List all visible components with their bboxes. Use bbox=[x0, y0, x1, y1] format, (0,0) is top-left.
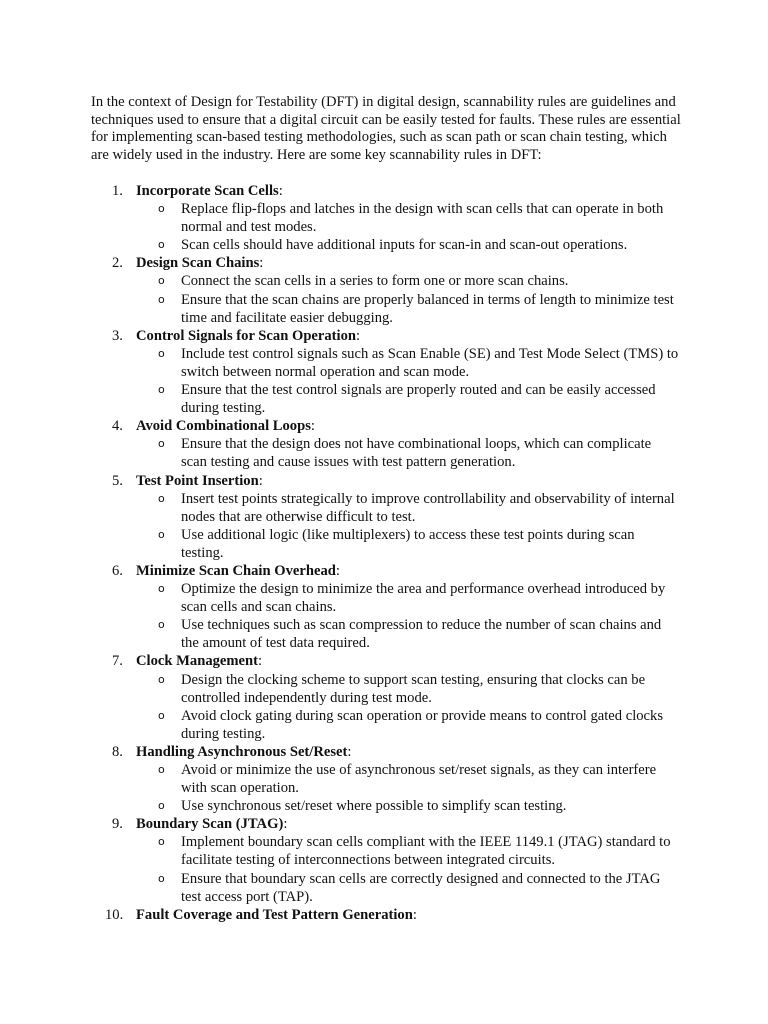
rule-item bbox=[0, 182, 768, 254]
rule-title: Clock Management bbox=[136, 653, 259, 670]
rule-title-line bbox=[136, 815, 287, 833]
hollow-bullet-icon: o bbox=[158, 527, 165, 541]
rule-title-colon: : bbox=[356, 327, 361, 344]
rule-title-colon: : bbox=[412, 906, 417, 923]
rule-number: 1. bbox=[112, 183, 123, 199]
rule-number: 6. bbox=[112, 562, 123, 579]
rule-sub-list bbox=[0, 671, 768, 743]
rule-title: Avoid Combinational Loops bbox=[136, 418, 311, 435]
hollow-bullet-icon: o bbox=[158, 292, 165, 306]
rule-sub-item bbox=[0, 761, 679, 797]
rule-sub-item bbox=[0, 236, 679, 254]
rule-heading bbox=[0, 562, 768, 580]
rule-number: 10. bbox=[105, 906, 124, 923]
hollow-bullet-icon: o bbox=[158, 835, 165, 849]
rule-sub-text: Implement boundary scan cells compliant with the IEEE 1149.1 (JTAG) standard to facilitate testing of interconnections between integrated circuits. bbox=[181, 834, 671, 869]
rule-sub-item bbox=[0, 345, 679, 381]
rule-sub-list bbox=[0, 272, 768, 326]
rule-sub-text: Use techniques such as scan compression to reduce the number of scan chains and the amount of test data required. bbox=[181, 617, 662, 652]
rule-heading bbox=[0, 327, 768, 345]
rule-title-colon: : bbox=[335, 562, 340, 579]
rule-sub-item bbox=[0, 580, 679, 616]
rule-sub-text: Scan cells should have additional inputs for scan-in and scan-out operations. bbox=[181, 237, 628, 254]
hollow-bullet-icon: o bbox=[158, 672, 165, 686]
hollow-bullet-icon: o bbox=[158, 238, 165, 252]
rule-title-colon: : bbox=[283, 816, 288, 833]
rule-title-line bbox=[136, 472, 263, 490]
rule-title-colon: : bbox=[310, 418, 315, 435]
rule-sub-item bbox=[0, 381, 679, 417]
rule-sub-text: Ensure that the design does not have combinational loops, which can complicate scan testing and cause issues with test pattern generation. bbox=[181, 436, 652, 471]
hollow-bullet-icon: o bbox=[158, 383, 165, 397]
rule-heading bbox=[0, 417, 768, 435]
hollow-bullet-icon: o bbox=[158, 437, 165, 451]
hollow-bullet-icon: o bbox=[158, 618, 165, 632]
rule-title-line bbox=[136, 417, 315, 435]
hollow-bullet-icon: o bbox=[158, 202, 165, 216]
rule-sub-item bbox=[0, 707, 679, 743]
scannability-rules-list bbox=[0, 182, 768, 924]
rule-title-colon: : bbox=[347, 743, 352, 760]
rule-sub-text: Use synchronous set/reset where possible to simplify scan testing. bbox=[181, 798, 567, 815]
rule-sub-item bbox=[0, 490, 679, 526]
rule-title-colon: : bbox=[258, 653, 263, 670]
rule-heading bbox=[0, 652, 768, 670]
rule-sub-item bbox=[0, 435, 679, 471]
rule-sub-list bbox=[0, 345, 768, 417]
hollow-bullet-icon: o bbox=[158, 491, 165, 505]
rule-title: Test Point Insertion bbox=[136, 472, 259, 489]
rule-sub-item bbox=[0, 291, 679, 327]
rule-sub-text: Ensure that the scan chains are properly balanced in terms of length to minimize test time and facilitate easier debugging. bbox=[181, 291, 674, 326]
rule-sub-list bbox=[0, 435, 768, 471]
rule-sub-text: Design the clocking scheme to support scan testing, ensuring that clocks can be controlled independently during test mode. bbox=[181, 671, 646, 706]
hollow-bullet-icon: o bbox=[158, 763, 165, 776]
rule-title-line bbox=[136, 743, 351, 761]
rule-sub-list bbox=[0, 580, 768, 652]
rule-item bbox=[0, 472, 768, 562]
rule-sub-item bbox=[0, 797, 679, 815]
rule-heading bbox=[0, 472, 768, 490]
intro-paragraph: In the context of Design for Testability (DFT) in digital design, scannability rules are guidelines and techniques used to ensure that a digital circuit can be easily tested for faults. These rules are essential for implementing scan-based testing methodologies, such as scan path or scan chain testing, which are widely used in the industry. Here are some key scannability rules in DFT: bbox=[91, 94, 681, 163]
hollow-bullet-icon: o bbox=[158, 582, 165, 596]
rule-title: Handling Asynchronous Set/Reset bbox=[136, 743, 348, 760]
rule-sub-list bbox=[0, 490, 768, 562]
rule-title-colon: : bbox=[259, 255, 264, 272]
rule-item bbox=[0, 743, 768, 815]
rule-sub-item bbox=[0, 200, 679, 236]
rule-title: Fault Coverage and Test Pattern Generation bbox=[136, 906, 413, 923]
rule-title: Design Scan Chains bbox=[136, 255, 260, 272]
rule-title-colon: : bbox=[278, 183, 283, 199]
rule-item bbox=[0, 562, 768, 652]
hollow-bullet-icon: o bbox=[158, 871, 165, 885]
rule-sub-text: Optimize the design to minimize the area and performance overhead introduced by scan cells and scan chains. bbox=[181, 581, 666, 616]
rule-title-line bbox=[136, 254, 263, 272]
hollow-bullet-icon: o bbox=[158, 708, 165, 722]
rule-number: 3. bbox=[112, 327, 123, 344]
rule-number: 9. bbox=[112, 816, 123, 833]
rule-title-colon: : bbox=[258, 472, 263, 489]
rule-item bbox=[0, 652, 768, 742]
rule-heading bbox=[0, 815, 768, 833]
rule-sub-text: Ensure that boundary scan cells are correctly designed and connected to the JTAG test access port (TAP). bbox=[181, 870, 661, 905]
rule-sub-text: Ensure that the test control signals are properly routed and can be easily accessed during testing. bbox=[181, 382, 656, 417]
rule-sub-text: Avoid or minimize the use of asynchronous set/reset signals, as they can interfere with scan operation. bbox=[181, 762, 657, 797]
rule-title-line bbox=[136, 562, 340, 580]
rule-item bbox=[0, 417, 768, 471]
rule-item bbox=[0, 254, 768, 326]
rule-title: Boundary Scan (JTAG) bbox=[136, 816, 284, 833]
rule-title-line bbox=[136, 906, 417, 924]
rule-heading bbox=[0, 906, 768, 924]
rule-title-line bbox=[136, 182, 283, 200]
rule-number: 2. bbox=[112, 255, 123, 272]
rule-heading bbox=[0, 743, 768, 761]
rule-number: 7. bbox=[112, 653, 123, 670]
rule-heading bbox=[0, 254, 768, 272]
rule-sub-text: Avoid clock gating during scan operation or provide means to control gated clocks during testing. bbox=[181, 707, 663, 742]
rule-sub-item bbox=[0, 272, 679, 290]
rule-sub-item bbox=[0, 870, 679, 906]
rule-item bbox=[0, 815, 768, 905]
hollow-bullet-icon: o bbox=[158, 274, 165, 288]
rule-sub-item bbox=[0, 833, 679, 869]
rule-sub-text: Insert test points strategically to improve controllability and observability of internal nodes that are otherwise difficult to test. bbox=[181, 490, 675, 525]
rule-heading bbox=[0, 182, 768, 200]
rule-item bbox=[0, 327, 768, 417]
rule-title-line bbox=[136, 327, 360, 345]
rule-sub-item bbox=[0, 671, 679, 707]
rule-sub-list bbox=[0, 200, 768, 254]
rule-sub-list bbox=[0, 833, 768, 905]
hollow-bullet-icon: o bbox=[158, 346, 165, 360]
rule-number: 8. bbox=[112, 743, 123, 760]
rule-sub-item bbox=[0, 526, 679, 562]
rule-sub-text: Use additional logic (like multiplexers) to access these test points during scan testing. bbox=[181, 526, 635, 561]
hollow-bullet-icon: o bbox=[158, 799, 165, 813]
rule-title-line bbox=[136, 652, 262, 670]
rule-item bbox=[0, 906, 768, 924]
rule-sub-text: Include test control signals such as Scan Enable (SE) and Test Mode Select (TMS) to switch between normal operation and scan mode. bbox=[181, 345, 679, 380]
rule-title: Control Signals for Scan Operation bbox=[136, 327, 357, 344]
rule-title: Minimize Scan Chain Overhead bbox=[136, 562, 336, 579]
rule-number: 5. bbox=[112, 472, 123, 489]
rule-sub-list bbox=[0, 761, 768, 815]
rule-sub-item bbox=[0, 616, 679, 652]
rule-sub-text: Connect the scan cells in a series to form one or more scan chains. bbox=[181, 273, 569, 290]
rule-title: Incorporate Scan Cells bbox=[136, 183, 279, 199]
rule-sub-text: Replace flip-flops and latches in the design with scan cells that can operate in both normal and test modes. bbox=[181, 201, 664, 236]
rule-number: 4. bbox=[112, 418, 123, 435]
